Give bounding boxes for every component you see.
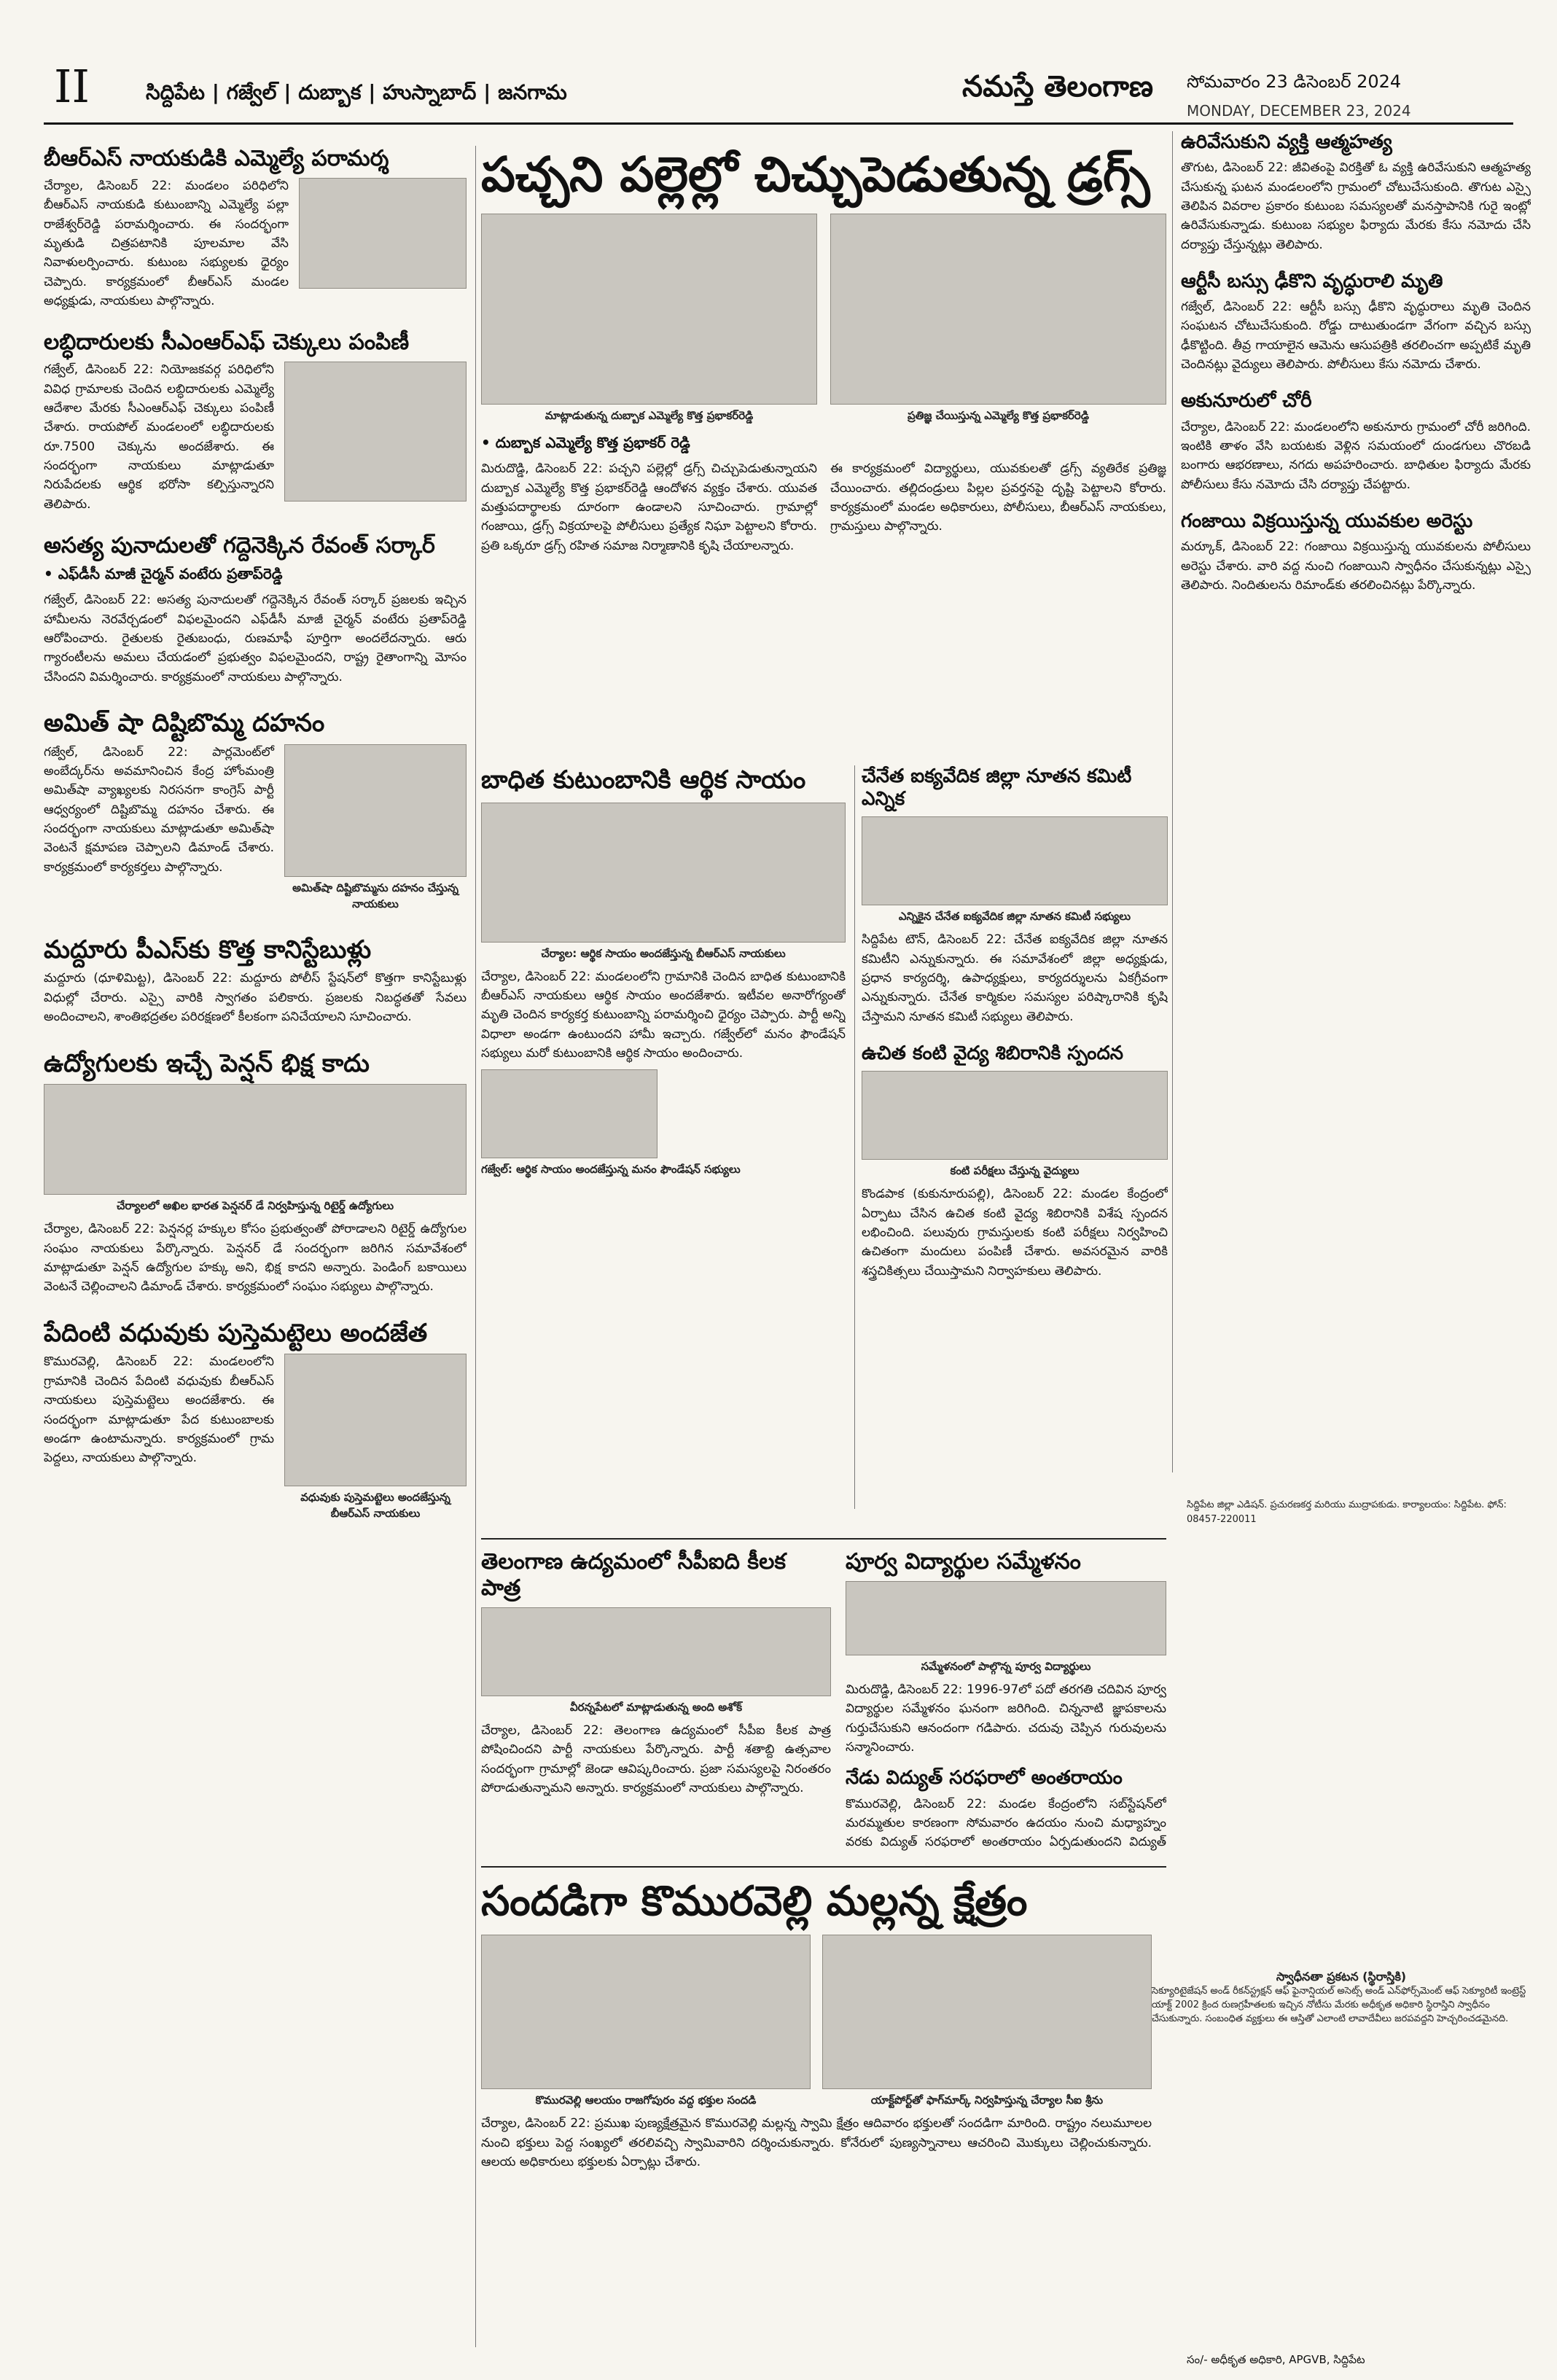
news-photo: [44, 1084, 467, 1195]
news-photo: [299, 178, 467, 289]
news-photo: [830, 214, 1166, 405]
article-body: కొండపాక (కుకునూరుపల్లి), డిసెంబర్ 22: మండల కేంద్రంలో ఏర్పాటు చేసిన ఉచిత కంటి వైద్య శిబిరానికి విశేష స్పందన లభించింది. పలువురు గ్రామస్తులకు కంటి పరీక్షలు నిర్వహించి ఉచితంగా మందులు పంపిణీ చేశారు. అవసరమైన వారికి శస్త్రచికిత్సలు చేయిస్తామని నిర్వాహకులు తెలిపారు.: [862, 1187, 1168, 1279]
photo-caption: చేర్యాలలో అఖిల భారత పెన్షనర్ డే నిర్వహిస్తున్న రిటైర్డ్ ఉద్యోగులు: [116, 1199, 394, 1213]
headline: బాధిత కుటుంబానికి ఆర్థిక సాయం: [481, 765, 806, 795]
headline: అసత్య పునాదులతో గద్దెనెక్కిన రేవంత్ సర్కార్: [44, 533, 435, 559]
column-divider: [475, 146, 476, 2347]
column-divider: [854, 765, 855, 1509]
headline: బీఆర్‌ఎస్ నాయకుడికి ఎమ్మెల్యే పరామర్శ: [44, 146, 389, 171]
notice-body: సెక్యూరిటైజేషన్ అండ్ రీకన్‌స్ట్రక్షన్ ఆఫ్ ఫైనాన్షియల్ అసెట్స్ అండ్ ఎన్‌ఫోర్స్‌మెంట్ ఆఫ్ సెక్యూరిటీ ఇంట్రెస్ట్ యాక్ట్ 2002 క్రింద రుణగ్రహీతలకు ఇచ్చిన నోటీసు మేరకు అధీకృత అధికారి స్థిరాస్తిని స్వాధీనం చేసుకున్నారు. సంబంధిత వ్యక్తులు ఈ ఆస్తితో ఎలాంటి లావాదేవీలు జరపవద్దని హెచ్చరించడమైనది.: [1152, 1986, 1526, 2024]
news-photo: [822, 1935, 1152, 2089]
temple-story: [481, 1877, 1152, 2358]
article-body: గజ్వేల్, డిసెంబర్ 22: నియోజకవర్గ పరిధిలోని వివిధ గ్రామాలకు చెందిన లబ్ధిదారులకు ఎమ్మెల్యే ఆదేశాల మేరకు సీఎంఆర్‌ఎఫ్ చెక్కులు పంపిణీ చేశారు. రాయపోల్ మండలంలో లబ్ధిదారులకు రూ.7500 చెక్కును అందజేశారు. ఈ సందర్భంగా నాయకులు మాట్లాడుతూ నిరుపేదలకు ఆర్థిక భరోసా కల్పిస్తున్నారని తెలిపారు.: [44, 362, 274, 512]
headline: తెలంగాణ ఉద్యమంలో సీపీఐది కీలక పాత్ర: [481, 1549, 787, 1601]
notice-title: స్వాధీనతా ప్రకటన (స్థిరాస్తికి): [1276, 1970, 1407, 1983]
district-strip: సిద్దిపేట | గజ్వేల్ | దుబ్బాక | హుస్నాబాద్ | జనగామ: [146, 80, 567, 104]
middle-column: [481, 765, 846, 1531]
alumni-story: [846, 1549, 1166, 1855]
column-divider: [1172, 131, 1173, 1472]
lead-story: [481, 146, 1166, 729]
headline: సందడిగా కొమురవెల్లి మల్లన్న క్షేత్రం: [481, 1878, 1028, 1925]
news-photo: [284, 362, 467, 502]
photo-caption: మాట్లాడుతున్న దుబ్బాక ఎమ్మెల్యే కొత్త ప్రభాకర్‌రెడ్డి: [545, 409, 754, 423]
photo-caption: సమ్మేళనంలో పాల్గొన్న పూర్వ విద్యార్థులు: [921, 1660, 1091, 1673]
cpi-story: [481, 1549, 831, 1855]
article-body: గజ్వేల్, డిసెంబర్ 22: ఆర్టీసీ బస్సు ఢీకొని వృద్ధురాలు మృతి చెందిన సంఘటన చోటుచేసుకుంది. రోడ్డు దాటుతుండగా వేగంగా వచ్చిన బస్సు ఢీకొట్టింది. తీవ్ర గాయాలైన ఆమెను ఆసుపత్రికి తరలించగా అప్పటికే మృతి చెందినట్లు వైద్యులు తెలిపారు. పోలీసులు కేసు నమోదు చేశారు.: [1181, 300, 1531, 372]
news-photo: [284, 1354, 467, 1486]
headline: గంజాయి విక్రయిస్తున్న యువకుల అరెస్టు: [1181, 510, 1473, 533]
news-photo: [481, 214, 817, 405]
headline: పూర్వ విద్యార్థుల సమ్మేళనం: [846, 1549, 1081, 1575]
photo-caption: చేర్యాల: ఆర్థిక సాయం అందజేస్తున్న బీఆర్‌ఎస్ నాయకులు: [541, 946, 786, 960]
headline: అకునూరులో చోరీ: [1181, 390, 1312, 413]
photo-caption: అమిత్‌షా దిష్టిబొమ్మను దహనం చేస్తున్న నాయకులు: [292, 881, 458, 910]
news-photo: [284, 744, 467, 877]
date-english: MONDAY, DECEMBER 23, 2024: [1187, 102, 1411, 120]
print-line: సిద్దిపేట జిల్లా ఎడిషన్. ప్రచురణకర్త మరియు ముద్రాపకుడు. కార్యాలయం: సిద్దిపేట. ఫోన్: 08457-220011: [1187, 1499, 1507, 1525]
headline: అమిత్ షా దిష్టిబొమ్మ దహనం: [44, 708, 325, 738]
photo-caption: కంటి పరీక్షలు చేస్తున్న వైద్యులు: [950, 1164, 1080, 1178]
article-body: ఈ కార్యక్రమంలో విద్యార్థులు, యువకులతో డ్రగ్స్ వ్యతిరేక ప్రతిజ్ఞ చేయించారు. తల్లిదండ్రులు పిల్లల ప్రవర్తనపై దృష్టి పెట్టాలని కోరారు. కార్యక్రమంలో మండల అధికారులు, పోలీసులు, బీఆర్‌ఎస్ నాయకులు, గ్రామస్తులు పాల్గొన్నారు.: [830, 461, 1166, 534]
article-body: మిరుదొడ్డి, డిసెంబర్ 22: 1996-97లో పదో తరగతి చదివిన పూర్వ విద్యార్థుల సమ్మేళనం ఘనంగా జరిగింది. చిన్ననాటి జ్ఞాపకాలను గుర్తుచేసుకుని ఆనందంగా గడిపారు. చదువు చెప్పిన గురువులను సన్మానించారు.: [846, 1682, 1166, 1755]
news-photo: [481, 803, 846, 943]
news-photo: [862, 816, 1168, 905]
header-rule: [44, 122, 1513, 125]
legal-notice: [1152, 1968, 1531, 2026]
article-body: మద్దూరు (ధూళిమిట్ట), డిసెంబర్ 22: మద్దూరు పోలీస్ స్టేషన్‌లో కొత్తగా కానిస్టేబుళ్లు విధుల్లో చేరారు. ఎస్సై వారికి స్వాగతం పలికారు. ప్రజలకు నిబద్ధతతో సేవలు అందించాలని, శాంతిభద్రతల పరిరక్షణలో కీలకంగా పనిచేయాలని సూచించారు.: [44, 971, 467, 1025]
news-photo: [481, 1935, 811, 2089]
news-photo: [846, 1581, 1166, 1655]
date-telugu: సోమవారం 23 డిసెంబర్ 2024: [1187, 71, 1402, 92]
headline: ఉద్యోగులకు ఇచ్చే పెన్షన్ భిక్ష కాదు: [44, 1048, 370, 1078]
article-body: చేర్యాల, డిసెంబర్ 22: మండలం పరిధిలోని బీఆర్‌ఎస్ నాయకుడి కుటుంబాన్ని ఎమ్మెల్యే పల్లా రాజేశ్వర్‌రెడ్డి పరామర్శించారు. ఈ సందర్భంగా మృతుడి చిత్రపటానికి పూలమాల వేసి నివాళులర్పించారు. కుటుంబ సభ్యులకు ధైర్యం చెప్పారు. కార్యక్రమంలో బీఆర్‌ఎస్ మండల అధ్యక్షుడు, నాయకులు పాల్గొన్నారు.: [44, 179, 289, 309]
photo-caption: యాక్ట్‌పోర్ట్‌తో ఫాగ్‌మార్క్ నిర్వహిస్తున్న చేర్యాల సీఐ శ్రీను: [870, 2094, 1104, 2107]
photo-caption: వధువుకు పుస్తెమట్టెలు అందజేస్తున్న బీఆర్‌ఎస్ నాయకులు: [300, 1491, 450, 1521]
photo-caption: వీరన్నపేటలో మాట్లాడుతున్న అంది అశోక్: [569, 1701, 743, 1714]
photo-caption: ఎన్నికైన చేనేత ఐక్యవేదిక జిల్లా నూతన కమిటీ సభ్యులు: [898, 910, 1131, 924]
article-body: చేర్యాల, డిసెంబర్ 22: ప్రముఖ పుణ్యక్షేత్రమైన కొమురవెల్లి మల్లన్న స్వామి క్షేత్రం ఆదివారం భక్తులతో సందడిగా మారింది. రాష్ట్రం నలుమూలల నుంచి భక్తులు పెద్ద సంఖ్యలో తరలివచ్చి స్వామివారిని దర్శించుకున్నారు. కోనేరులో పుణ్యస్నానాలు ఆచరించి మొక్కులు చెల్లించుకున్నారు. ఆలయ అధికారులు భక్తులకు ఏర్పాట్లు చేశారు.: [481, 2116, 1152, 2169]
notice-signature: సం/- అధీకృత అధికారి, APGVB, సిద్దిపేట: [1187, 2353, 1365, 2366]
news-photo: [481, 1607, 831, 1696]
page-header: [0, 0, 1557, 120]
headline: నేడు విద్యుత్ సరఫరాలో అంతరాయం: [846, 1767, 1123, 1790]
photo-caption: ప్రతిజ్ఞ చేయిస్తున్న ఎమ్మెల్యే కొత్త ప్రభాకర్‌రెడ్డి: [908, 409, 1089, 423]
right-middle-column: [862, 765, 1168, 1531]
article-body: సిద్దిపేట టౌన్, డిసెంబర్ 22: చేనేత ఐక్యవేదిక జిల్లా నూతన కమిటీని ఎన్నుకున్నారు. ఈ సమావేశంలో జిల్లా అధ్యక్షుడు, ప్రధాన కార్యదర్శి, ఉపాధ్యక్షులు, కార్యదర్శులను ఏకగ్రీవంగా ఎన్నుకున్నారు. చేనేత కార్మికుల సమస్యల పరిష్కారానికి కృషి చేస్తామని నూతన కమిటీ సభ్యులు తెలిపారు.: [862, 932, 1168, 1024]
article-body: చేర్యాల, డిసెంబర్ 22: మండలంలోని గ్రామానికి చెందిన బాధిత కుటుంబానికి బీఆర్‌ఎస్ నాయకులు ఆర్థిక సాయం అందజేశారు. ఇటీవల అనారోగ్యంతో మృతి చెందిన కార్యకర్త కుటుంబాన్ని పరామర్శించి ధైర్యం చెప్పారు. పార్టీ అన్ని విధాలా అండగా ఉంటుందని హామీ ఇచ్చారు. గజ్వేల్‌లో మనం ఫౌండేషన్ సభ్యులు మరో కుటుంబానికి ఆర్థిక సాయం అందించారు.: [481, 969, 846, 1061]
headline: లబ్ధిదారులకు సీఎంఆర్‌ఎఫ్ చెక్కులు పంపిణీ: [44, 329, 410, 356]
photo-caption: కొమురవెల్లి ఆలయం రాజగోపురం వద్ద భక్తుల సందడి: [535, 2094, 757, 2107]
news-photo: [862, 1071, 1168, 1160]
article-body: చేర్యాల, డిసెంబర్ 22: తెలంగాణ ఉద్యమంలో సీపీఐ కీలక పాత్ర పోషించిందని పార్టీ నాయకులు పేర్కొన్నారు. పార్టీ శతాబ్ది ఉత్సవాల సందర్భంగా గ్రామాల్లో జెండా ఆవిష్కరించారు. ప్రజా సమస్యలపై నిరంతరం పోరాడుతున్నామని అన్నారు. కార్యక్రమంలో నాయకులు పాల్గొన్నారు.: [481, 1723, 831, 1796]
article-body: కొమురవెల్లి, డిసెంబర్ 22: మండల కేంద్రంలోని సబ్‌స్టేషన్‌లో మరమ్మతుల కారణంగా సోమవారం ఉదయం నుంచి మధ్యాహ్నం వరకు విద్యుత్ సరఫరాలో అంతరాయం ఏర్పడుతుందని విద్యుత్: [846, 1796, 1166, 1850]
headline: ఉచిత కంటి వైద్య శిబిరానికి స్పందన: [862, 1042, 1124, 1065]
headline: చేనేత ఐక్యవేదిక జిల్లా నూతన కమిటీ ఎన్నిక: [862, 765, 1132, 811]
article-body: గజ్వేల్, డిసెంబర్ 22: అసత్య పునాదులతో గద్దెనెక్కిన రేవంత్ సర్కార్ ప్రజలకు ఇచ్చిన హామీలను నెరవేర్చడంలో విఫలమైందని ఎఫ్‌డీసీ మాజీ చైర్మన్ వంటేరు ప్రతాప్‌రెడ్డి ఆరోపించారు. రైతులకు రైతుబంధు, రుణమాఫీ పూర్తిగా అందలేదన్నారు. ఆరు గ్యారంటీలను అమలు చేయడంలో ప్రభుత్వం విఫలమైందని, రాష్ట్ర రైతాంగాన్ని మోసం చేసిందని విమర్శించారు. కార్యక్రమంలో నాయకులు పాల్గొన్నారు.: [44, 593, 467, 684]
article-body: మర్కూక్, డిసెంబర్ 22: గంజాయి విక్రయిస్తున్న యువకులను పోలీసులు అరెస్టు చేశారు. వారి వద్ద నుంచి గంజాయిని స్వాధీనం చేసుకున్నట్లు ఎస్సై తెలిపారు. నిందితులను రిమాండ్‌కు తరలించినట్లు పేర్కొన్నారు.: [1181, 539, 1531, 593]
article-body: చేర్యాల, డిసెంబర్ 22: మండలంలోని అకునూరు గ్రామంలో చోరీ జరిగింది. ఇంటికి తాళం వేసి బయటకు వెళ్లిన సమయంలో దుండగులు చొరబడి బంగారు ఆభరణాలు, నగదు అపహరించారు. బాధితుల ఫిర్యాదు మేరకు పోలీసులు కేసు నమోదు చేసి దర్యాప్తు చేపట్టారు.: [1181, 419, 1531, 492]
briefs-column: [1181, 131, 1531, 1472]
lead-headline: పచ్చని పల్లెల్లో చిచ్చుపెడుతున్న డ్రగ్స్: [481, 147, 1150, 203]
page-number: II: [54, 60, 90, 113]
photo-caption: గజ్వేల్: ఆర్థిక సాయం అందజేస్తున్న మనం ఫౌండేషన్ సభ్యులు: [481, 1162, 741, 1176]
headline: పేదింటి వధువుకు పుస్తెమట్టెలు అందజేత: [44, 1318, 428, 1348]
masthead: నమస్తే తెలంగాణ: [962, 70, 1154, 104]
headline: ఉరివేసుకుని వ్యక్తి ఆత్మహత్య: [1181, 131, 1392, 153]
article-body: కొమురవెల్లి, డిసెంబర్ 22: మండలంలోని గ్రామానికి చెందిన పేదింటి వధువుకు బీఆర్‌ఎస్ నాయకులు పుస్తెమట్టెలు అందజేశారు. ఈ సందర్భంగా మాట్లాడుతూ పేద కుటుంబాలకు అండగా ఉంటామన్నారు. కార్యక్రమంలో గ్రామ పెద్దలు, నాయకులు పాల్గొన్నారు.: [44, 1354, 274, 1466]
headline: ఆర్టీసీ బస్సు ఢీకొని వృద్ధురాలి మృతి: [1181, 270, 1443, 292]
article-body: మిరుదొడ్డి, డిసెంబర్ 22: పచ్చని పల్లెల్లో డ్రగ్స్ చిచ్చుపెడుతున్నాయని దుబ్బాక ఎమ్మెల్యే కొత్త ప్రభాకర్‌రెడ్డి ఆందోళన వ్యక్తం చేశారు. యువత మత్తుపదార్థాలకు దూరంగా ఉండాలని సూచించారు. గ్రామాల్లో గంజాయి, డ్రగ్స్ విక్రయాలపై పోలీసులు ప్రత్యేక నిఘా పెట్టాలని కోరారు. ప్రతి ఒక్కరూ డ్రగ్స్ రహిత సమాజ నిర్మాణానికి కృషి చేయాలన్నారు.: [481, 461, 817, 553]
article-body: గజ్వేల్, డిసెంబర్ 22: పార్లమెంట్‌లో అంబేద్కర్‌ను అవమానించిన కేంద్ర హోంమంత్రి అమిత్‌షా వ్యాఖ్యలకు నిరసనగా కాంగ్రెస్ పార్టీ ఆధ్వర్యంలో దిష్టిబొమ్మ దహనం చేశారు. ఈ సందర్భంగా నాయకులు మాట్లాడుతూ అమిత్‌షా వెంటనే క్షమాపణ చెప్పాలని డిమాండ్ చేశారు. కార్యక్రమంలో కార్యకర్తలు పాల్గొన్నారు.: [44, 744, 274, 875]
subheadline: • దుబ్బాక ఎమ్మెల్యే కొత్త ప్రభాకర్ రెడ్డి: [481, 434, 690, 452]
subheadline: • ఎఫ్‌డీసీ మాజీ చైర్మన్ వంటేరు ప్రతాప్‌రెడ్డి: [44, 565, 283, 583]
article-body: తొగుట, డిసెంబర్ 22: జీవితంపై విరక్తితో ఓ వ్యక్తి ఉరివేసుకుని ఆత్మహత్య చేసుకున్న ఘటన మండలంలోని గ్రామంలో చోటుచేసుకుంది. తొగుట ఎస్సై తెలిపిన వివరాల ప్రకారం కుటుంబ సమస్యలతో మనస్తాపానికి గురై ఇంట్లో ఉరివేసుకున్నాడు. కుటుంబ సభ్యుల ఫిర్యాదు మేరకు కేసు నమోదు చేసి దర్యాప్తు చేస్తున్నట్లు తెలిపారు.: [1181, 160, 1531, 252]
headline: మద్దూరు పీఎస్‌కు కొత్త కానిస్టేబుళ్లు: [44, 935, 372, 964]
article-body: చేర్యాల, డిసెంబర్ 22: పెన్షనర్ల హక్కుల కోసం ప్రభుత్వంతో పోరాడాలని రిటైర్డ్ ఉద్యోగుల సంఘం నాయకులు పేర్కొన్నారు. పెన్షనర్ డే సందర్భంగా జరిగిన సమావేశంలో మాట్లాడుతూ పెన్షన్ ఉద్యోగుల హక్కు అని, భిక్ష కాదని అన్నారు. పెండింగ్ బకాయిలు వెంటనే చెల్లించాలని డిమాండ్ చేశారు. కార్యక్రమంలో సంఘం సభ్యులు పాల్గొన్నారు.: [44, 1222, 467, 1295]
section-rule: [481, 1866, 1166, 1868]
news-photo: [481, 1069, 657, 1158]
section-rule: [481, 1538, 1166, 1540]
left-column: [44, 146, 467, 2362]
